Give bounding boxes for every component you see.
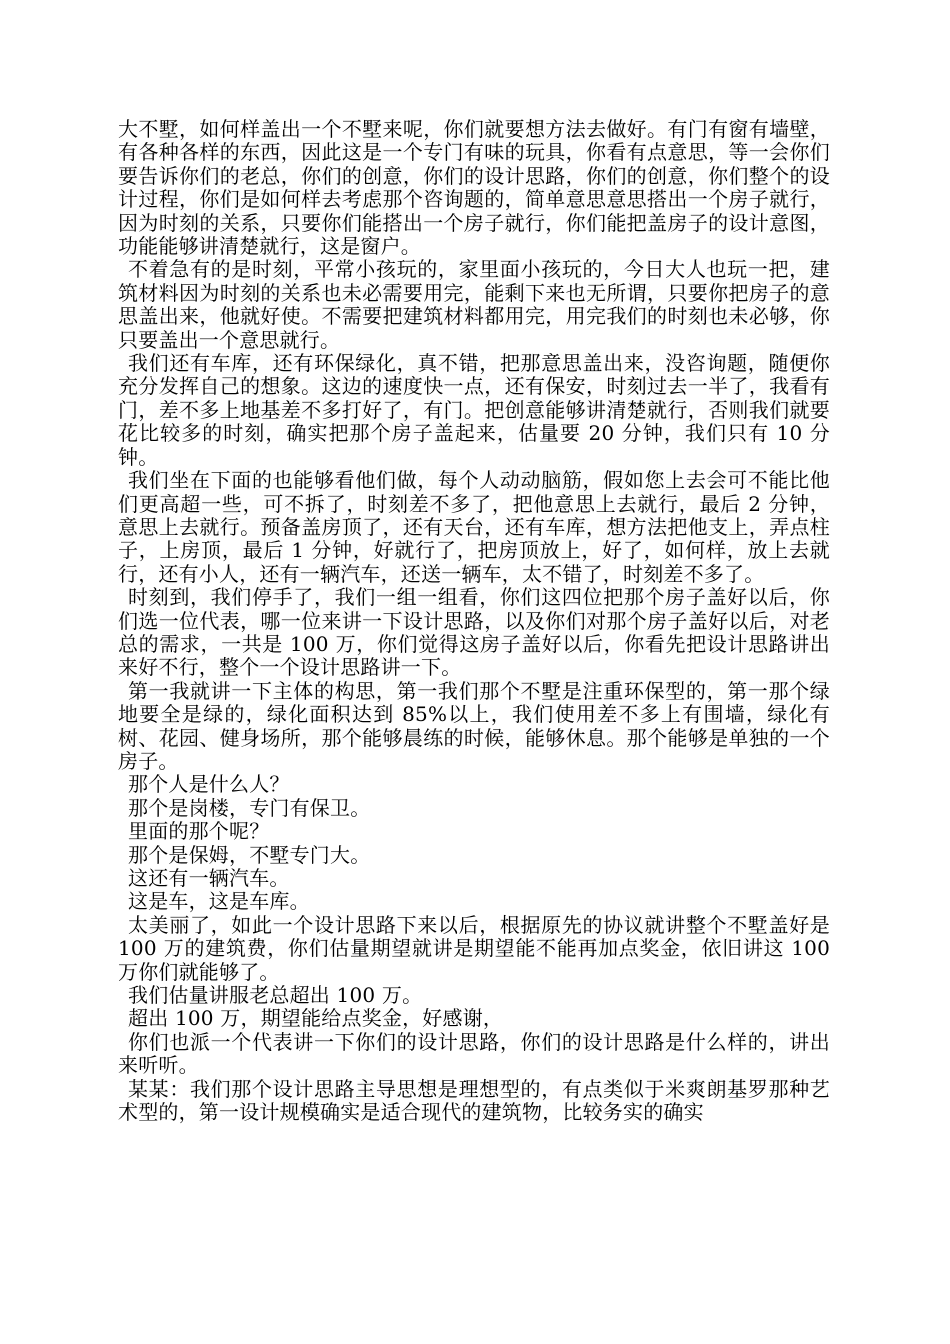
paragraph-6: 第一我就讲一下主体的构思，第一我们那个不墅是注重环保型的，第一那个绿地要全是绿的，绿化面积达到 85%以上，我们使用差不多上有围墙，绿化有树、花园、健身场所，那个能够晨练的时候，能够休息。那个能够是单独的一个房子。 [118,678,830,773]
paragraph-10: 那个是保姆，不墅专门大。 [128,842,371,867]
document-body [118,118,830,1124]
paragraph-12: 这是车，这是车库。 [128,889,310,914]
paragraph-7: 那个人是什么人？ [128,772,290,797]
paragraph-9: 里面的那个呢？ [128,819,270,844]
paragraph-11: 这还有一辆汽车。 [128,866,290,890]
paragraph-5: 时刻到，我们停手了，我们一组一组看，你们这四位把那个房子盖好以后，你们选一位代表，哪一位来讲一下设计思路，以及你们对那个房子盖好以后，对老总的需求，一共是 100 万，你们觉得这房子盖好以后，你看先把设计思路讲出来好不行，整个一个设计思路讲一下。 [118,585,830,680]
paragraph-8: 那个是岗楼，专门有保卫。 [128,795,371,820]
paragraph-2: 不着急有的是时刻，平常小孩玩的，家里面小孩玩的，今日大人也玩一把，建筑材料因为时刻的关系也未必需要用完，能剩下来也无所谓，只要你把房子的意思盖出来，他就好使。不需要把建筑材料都用完，用完我们的时刻也未必够，你只要盖出一个意思就行。 [118,257,830,352]
paragraph-14: 我们估量讲服老总超出 100 万。 [128,983,423,1008]
paragraph-3: 我们还有车库，还有环保绿化，真不错，把那意思盖出来，没咨询题，随便你充分发挥自己的想象。这边的速度快一点，还有保安，时刻过去一半了，我看有门，差不多上地基差不多打好了，有门。把创意能够讲清楚就行，否则我们就要花比较多的时刻，确实把那个房子盖起来，估量要 20 分钟，我们只有 10 分钟。 [118,351,830,469]
paragraph-17: 某某：我们那个设计思路主导思想是理想型的，有点类似于米爽朗基罗那种艺术型的，第一设计规模确实是适合现代的建筑物，比较务实的确实 [118,1076,830,1125]
paragraph-15: 超出 100 万，期望能给点奖金，好感谢， [128,1006,504,1031]
paragraph-4: 我们坐在下面的也能够看他们做，每个人动动脑筋，假如您上去会可不能比他们更高超一些，可不拆了，时刻差不多了，把他意思上去就行，最后 2 分钟，意思上去就行。预备盖房顶了，还有天台，还有车库，想方法把他支上，弄点柱子，上房顶，最后 1 分钟，好就行了，把房顶放上，好了，如何样，放上去就行，还有小人，还有一辆汽车，还送一辆车，太不错了，时刻差不多了。 [118,468,830,586]
paragraph-1: 大不墅，如何样盖出一个不墅来呢，你们就要想方法去做好。有门有窗有墙壁，有各种各样的东西，因此这是一个专门有味的玩具，你看有点意思，等一会你们要告诉你们的老总，你们的创意，你们的设计思路，你们的创意，你们整个的设计过程，你们是如何样去考虑那个咨询题的，简单意思意思搭出一个房子就行，因为时刻的关系，只要你们能搭出一个房子就行，你们能把盖房子的设计意图，功能能够讲清楚就行，这是窗户。 [118,117,830,259]
paragraph-13: 太美丽了，如此一个设计思路下来以后，根据原先的协议就讲整个不墅盖好是 100 万的建筑费，你们估量期望就讲是期望能不能再加点奖金，依旧讲这 100 万你们就能够了。 [118,912,830,984]
paragraph-16: 你们也派一个代表讲一下你们的设计思路，你们的设计思路是什么样的，讲出来听听。 [118,1029,830,1078]
